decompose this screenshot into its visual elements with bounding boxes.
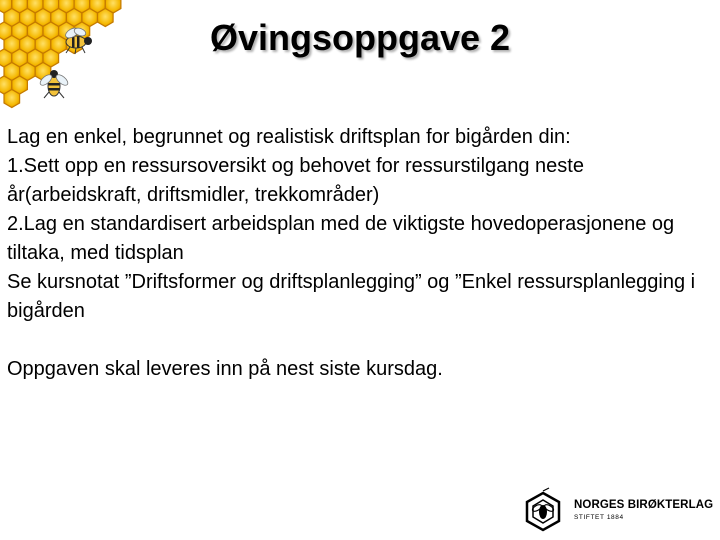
honeycomb-cell <box>98 9 114 27</box>
norges-birokterlag-logo <box>518 487 718 537</box>
logo-name: NORGES BIRØKTERLAG <box>574 499 714 511</box>
bee-logo-icon <box>518 487 568 537</box>
slide-title: Øvingsoppgave 2 <box>209 17 511 58</box>
paragraph-spacer <box>7 326 707 355</box>
task-intro: Lag en enkel, begrunnet og realistisk driftsplan for bigården din: <box>7 126 571 148</box>
slide-body <box>7 123 707 384</box>
honeycomb-cell <box>4 90 20 108</box>
logo-subtitle: STIFTET 1884 <box>574 514 624 521</box>
task-item-1: 1.Sett opp en ressursoversikt og behovet for ressurstilgang neste år(arbeidskraft, driftsmidler, trekkområder) <box>7 155 584 206</box>
course-note-reference: Se kursnotat ”Driftsformer og driftsplanlegging” og ”Enkel ressursplanlegging i bigården <box>7 271 696 322</box>
honeycomb-with-bees-icon <box>0 0 130 110</box>
task-item-2: 2.Lag en standardisert arbeidsplan med de viktigste hovedoperasjonene og tiltaka, med tidsplan <box>7 213 675 264</box>
submission-note: Oppgaven skal leveres inn på nest siste kursdag. <box>7 358 443 380</box>
